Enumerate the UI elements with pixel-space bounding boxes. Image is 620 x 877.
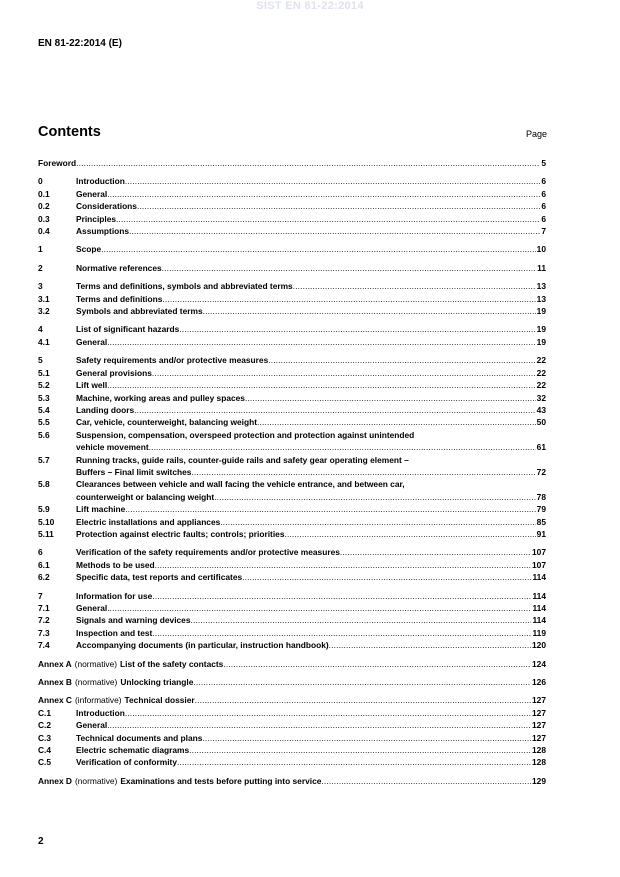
toc-title: Verification of conformity — [76, 757, 177, 768]
toc-page-number: 107 — [532, 559, 546, 570]
toc-number: 0.2 — [38, 201, 50, 212]
toc-group — [38, 546, 546, 583]
toc-title: Technical dossier — [124, 695, 195, 706]
dot-leader — [149, 441, 536, 453]
toc-page-number: 43 — [536, 404, 546, 415]
toc-group — [38, 243, 546, 255]
toc-page-number: 114 — [532, 603, 546, 613]
dot-leader — [107, 602, 531, 614]
toc-page-number: 119 — [532, 627, 546, 638]
toc-page-number: 19 — [536, 324, 546, 335]
annex-note: (normative) — [74, 775, 118, 786]
toc-entry[interactable] — [38, 157, 546, 169]
toc-entry[interactable] — [38, 392, 546, 404]
toc-entry[interactable] — [38, 262, 546, 274]
dot-leader — [257, 416, 536, 428]
toc-title: Methods to be used — [76, 559, 155, 570]
toc-number: C.5 — [38, 757, 52, 768]
toc-title: General — [76, 603, 108, 613]
page-column-label: Page — [525, 129, 547, 139]
toc-entry[interactable] — [38, 243, 546, 255]
toc-number: 0.3 — [38, 213, 50, 224]
toc-number: 7.3 — [38, 627, 50, 638]
dot-leader — [245, 392, 536, 404]
toc-page-number: 127 — [532, 707, 546, 718]
dot-leader — [101, 243, 536, 255]
toc-title: Protection against electric faults; controls; priorities — [76, 528, 285, 539]
annex-note: (normative) — [74, 658, 118, 669]
toc-page-number: 5 — [541, 158, 546, 168]
dot-leader — [220, 516, 535, 528]
dot-leader — [125, 503, 535, 515]
toc-entry[interactable] — [38, 590, 546, 602]
dot-leader — [340, 546, 531, 558]
toc-group — [38, 323, 546, 348]
toc-entry[interactable] — [38, 694, 546, 706]
toc-number: 5.7 — [38, 454, 50, 465]
toc-page-number: 11 — [537, 262, 546, 273]
toc-entry[interactable] — [38, 528, 546, 540]
toc-page-number: 78 — [536, 491, 546, 502]
dot-leader — [195, 694, 531, 706]
toc-entry[interactable] — [38, 756, 546, 768]
dot-leader — [179, 323, 535, 335]
toc-number: 7.4 — [38, 640, 50, 651]
toc-page-number: 72 — [536, 466, 546, 477]
toc-title: General — [76, 188, 108, 199]
toc-entry[interactable] — [38, 188, 546, 200]
toc-entry[interactable] — [38, 614, 546, 626]
toc-title: Principles — [76, 213, 117, 224]
toc-number: 5.3 — [38, 392, 50, 403]
toc-title: Terms and definitions — [76, 293, 163, 304]
toc-number: 6 — [38, 547, 43, 558]
dot-leader — [191, 614, 532, 626]
dot-leader — [189, 744, 531, 756]
dot-leader — [214, 491, 535, 503]
toc-group — [38, 694, 546, 768]
toc-number: 3.1 — [38, 293, 50, 304]
document-header: EN 81-22:2014 (E) — [38, 38, 122, 49]
toc-entry[interactable] — [38, 336, 546, 348]
toc-entry[interactable] — [38, 454, 546, 479]
page-number: 2 — [38, 836, 44, 847]
toc-entry[interactable] — [38, 213, 546, 225]
dot-leader — [134, 404, 536, 416]
toc-entry[interactable] — [38, 516, 546, 528]
toc-entry[interactable] — [38, 559, 546, 571]
toc-group — [38, 157, 546, 169]
toc-number: 5.1 — [38, 367, 50, 378]
toc-entry[interactable] — [38, 225, 546, 237]
toc-page-number: 50 — [536, 417, 546, 428]
toc-entry[interactable] — [38, 323, 546, 335]
toc-entry[interactable] — [38, 478, 546, 503]
toc-number: 4 — [38, 324, 43, 335]
toc-entry[interactable] — [38, 429, 546, 454]
dot-leader — [285, 528, 536, 540]
toc-page-number: 85 — [536, 516, 546, 527]
toc-number: 5.5 — [38, 417, 50, 428]
toc-title: Electric schematic diagrams — [76, 745, 190, 756]
toc-entry[interactable] — [38, 305, 546, 317]
toc-page-number: 19 — [536, 306, 546, 317]
toc-title: Symbols and abbreviated terms — [76, 306, 203, 317]
toc-page-number: 7 — [541, 226, 546, 237]
dot-leader — [329, 639, 531, 651]
toc-number: C.3 — [38, 732, 52, 743]
toc-title: Assumptions — [76, 226, 130, 237]
toc-page-number: 32 — [536, 392, 546, 403]
dot-leader — [203, 305, 536, 317]
toc-title: Clearances between vehicle and wall facing the vehicle entrance, and between car, — [76, 479, 405, 490]
toc-title: Information for use — [76, 590, 153, 601]
annex-label: Annex D — [38, 775, 72, 786]
toc-title: General provisions — [76, 367, 152, 378]
dot-leader — [137, 200, 540, 212]
toc-number: 3.2 — [38, 306, 50, 317]
toc-title: Landing doors — [76, 404, 135, 415]
dot-leader — [152, 590, 531, 602]
annex-note: (normative) — [74, 677, 118, 688]
page-title: Contents — [38, 124, 101, 140]
toc-title: Introduction — [76, 707, 125, 718]
toc-number: 5.9 — [38, 504, 50, 515]
dot-leader — [268, 354, 535, 366]
toc-group — [38, 658, 546, 670]
toc-title: Scope — [76, 244, 102, 255]
toc-group — [38, 262, 546, 274]
toc-entry[interactable] — [38, 732, 546, 744]
toc-title: Accompanying documents (in particular, instruction handbook) — [76, 640, 329, 651]
toc-page-number: 10 — [536, 244, 546, 255]
toc-entry[interactable] — [38, 719, 546, 731]
dot-leader — [321, 775, 531, 787]
toc-page-number: 114 — [532, 615, 546, 626]
toc-page-number: 6 — [541, 188, 546, 199]
toc-entry[interactable] — [38, 658, 546, 670]
toc-number: 3 — [38, 281, 43, 292]
toc-entry[interactable] — [38, 676, 546, 688]
toc-entry[interactable] — [38, 639, 546, 651]
toc-entry[interactable] — [38, 546, 546, 558]
toc-title: General — [76, 336, 108, 347]
table-of-contents — [38, 157, 546, 793]
dot-leader — [193, 676, 531, 688]
dot-leader — [107, 719, 531, 731]
toc-page-number: 126 — [532, 677, 546, 688]
toc-number: 5.6 — [38, 429, 50, 440]
toc-page-number: 61 — [536, 442, 546, 453]
toc-entry[interactable] — [38, 571, 546, 583]
toc-entry[interactable] — [38, 293, 546, 305]
toc-title: Inspection and test — [76, 627, 153, 638]
toc-number: 5 — [38, 355, 43, 366]
toc-title: Introduction — [76, 176, 125, 187]
toc-page-number: 124 — [532, 658, 546, 669]
toc-page-number: 128 — [532, 745, 546, 756]
toc-page-number: 114 — [532, 572, 546, 583]
toc-number: 7 — [38, 590, 43, 601]
toc-entry[interactable] — [38, 175, 546, 187]
toc-number: C.4 — [38, 745, 52, 756]
toc-title: Foreword — [38, 158, 77, 168]
toc-entry[interactable] — [38, 627, 546, 639]
toc-entry[interactable] — [38, 416, 546, 428]
toc-number: 7.1 — [38, 603, 50, 613]
toc-entry[interactable] — [38, 280, 546, 292]
toc-number: 0.1 — [38, 188, 50, 199]
dot-leader — [293, 280, 536, 292]
toc-number: C.1 — [38, 707, 52, 718]
toc-page-number: 107 — [532, 547, 546, 558]
dot-leader — [107, 379, 535, 391]
toc-entry[interactable] — [38, 503, 546, 515]
toc-title: Machine, working areas and pulley spaces — [76, 392, 245, 403]
toc-page-number: 6 — [541, 176, 546, 187]
toc-entry[interactable] — [38, 367, 546, 379]
toc-group — [38, 280, 546, 317]
toc-group — [38, 775, 546, 787]
dot-leader — [76, 157, 540, 169]
toc-title: Running tracks, guide rails, counter-guide rails and safety gear operating element – — [76, 454, 409, 465]
toc-page-number: 6 — [541, 213, 546, 224]
toc-title: Normative references — [76, 262, 162, 273]
toc-title: Lift machine — [76, 504, 126, 515]
toc-page-number: 22 — [536, 380, 546, 391]
annex-note: (informative) — [74, 695, 122, 706]
annex-label: Annex A — [38, 658, 72, 669]
dot-leader — [152, 367, 536, 379]
toc-title-continuation: Buffers – Final limit switches — [76, 466, 192, 477]
toc-title: Car, vehicle, counterweight, balancing weight — [76, 417, 258, 428]
toc-page-number: 129 — [532, 775, 546, 786]
toc-number: 1 — [38, 244, 43, 255]
toc-number: 5.10 — [38, 516, 55, 527]
dot-leader — [107, 188, 540, 200]
toc-entry[interactable] — [38, 707, 546, 719]
toc-title: Lift well — [76, 380, 108, 391]
toc-page-number: 127 — [532, 695, 546, 706]
toc-title: Unlocking triangle — [120, 677, 194, 688]
dot-leader — [162, 262, 536, 274]
toc-title: Specific data, test reports and certificates — [76, 572, 243, 583]
toc-title: Technical documents and plans — [76, 732, 203, 743]
toc-number: 5.8 — [38, 479, 50, 490]
dot-leader — [177, 756, 531, 768]
dot-leader — [107, 336, 535, 348]
watermark: SIST EN 81-22:2014 — [256, 0, 364, 12]
toc-title: Safety requirements and/or protective measures — [76, 355, 269, 366]
toc-entry[interactable] — [38, 354, 546, 366]
toc-page-number: 114 — [532, 590, 546, 601]
toc-page-number: 22 — [536, 367, 546, 378]
toc-number: 5.2 — [38, 380, 50, 391]
dot-leader — [202, 732, 531, 744]
toc-title: Examinations and tests before putting into service — [120, 775, 322, 786]
dot-leader — [129, 225, 540, 237]
toc-group — [38, 676, 546, 688]
annex-label: Annex C — [38, 695, 72, 706]
dot-leader — [125, 707, 531, 719]
toc-group — [38, 175, 546, 237]
dot-leader — [242, 571, 531, 583]
toc-number: 2 — [38, 262, 43, 273]
toc-number: 6.2 — [38, 572, 50, 583]
annex-label: Annex B — [38, 677, 72, 688]
toc-title: Signals and warning devices — [76, 615, 191, 626]
toc-page-number: 128 — [532, 757, 546, 768]
toc-number: 5.4 — [38, 404, 50, 415]
toc-title: Verification of the safety requirements and/or protective measures — [76, 547, 340, 558]
toc-number: C.2 — [38, 720, 52, 731]
toc-group — [38, 590, 546, 652]
toc-entry[interactable] — [38, 602, 546, 614]
toc-page-number: 120 — [532, 640, 546, 651]
toc-page-number: 13 — [536, 281, 546, 292]
toc-page-number: 13 — [536, 293, 546, 304]
toc-title-continuation: counterweight or balancing weight — [76, 491, 215, 502]
toc-title: General — [76, 720, 108, 731]
toc-number: 6.1 — [38, 559, 50, 570]
toc-title: List of significant hazards — [76, 324, 180, 335]
dot-leader — [155, 559, 531, 571]
toc-page-number: 19 — [536, 336, 546, 347]
dot-leader — [191, 466, 535, 478]
toc-title: Suspension, compensation, overspeed protection and protection against unintended — [76, 429, 415, 440]
toc-page-number: 127 — [532, 720, 546, 731]
toc-title: Electric installations and appliances — [76, 516, 221, 527]
toc-title: Terms and definitions, symbols and abbreviated terms — [76, 281, 293, 292]
toc-group — [38, 354, 546, 540]
dot-leader — [116, 213, 540, 225]
toc-title: Considerations — [76, 201, 137, 212]
toc-page-number: 6 — [541, 201, 546, 212]
dot-leader — [223, 658, 531, 670]
toc-page-number: 127 — [532, 732, 546, 743]
toc-number: 4.1 — [38, 336, 50, 347]
dot-leader — [162, 293, 535, 305]
dot-leader — [152, 627, 531, 639]
toc-entry[interactable] — [38, 379, 546, 391]
toc-entry[interactable] — [38, 200, 546, 212]
toc-title-continuation: vehicle movement — [76, 442, 149, 453]
toc-number: 0 — [38, 176, 43, 187]
toc-number: 7.2 — [38, 615, 50, 626]
toc-entry[interactable] — [38, 775, 546, 787]
toc-entry[interactable] — [38, 744, 546, 756]
toc-number: 0.4 — [38, 226, 50, 237]
toc-page-number: 79 — [536, 504, 546, 515]
toc-page-number: 22 — [536, 355, 546, 366]
toc-entry[interactable] — [38, 404, 546, 416]
dot-leader — [125, 175, 540, 187]
toc-page-number: 91 — [536, 528, 546, 539]
toc-number: 5.11 — [38, 528, 54, 539]
toc-title: List of the safety contacts — [120, 658, 224, 669]
